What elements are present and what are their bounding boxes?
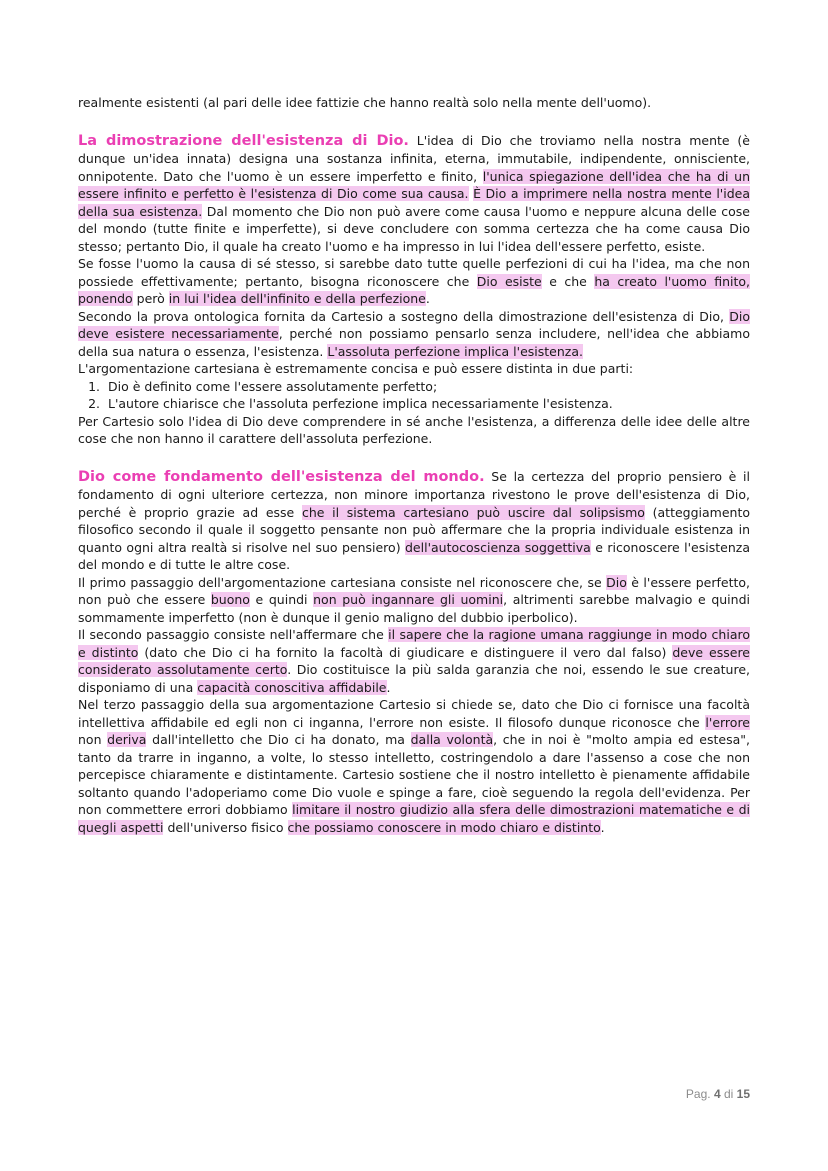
- highlighted-text: il sapere che la ragione umana raggiunge in modo chiaro e distinto: [78, 627, 750, 660]
- section1-paragraph-2: [78, 255, 750, 308]
- highlighted-text: dalla volontà: [410, 732, 494, 747]
- highlighted-text: È Dio a imprimere nella nostra mente l'idea della sua esistenza.: [78, 186, 750, 219]
- highlighted-text: dell'autocoscienza soggettiva: [405, 539, 591, 555]
- text-run: L'idea di Dio che troviamo nella nostra mente (è dunque un'idea innata) designa una sostanza infinita, eterna, immutabile, indipendente, onnisciente, onnipotente. Dato che l'uomo è un essere imperfetto e finito,: [78, 132, 750, 184]
- footer-total-pages: 15: [736, 1087, 750, 1101]
- text-run: e quindi: [249, 592, 314, 607]
- text-run: è l'essere perfetto, non può che essere: [78, 574, 750, 607]
- document-page: [78, 94, 750, 836]
- text-run: e riconoscere l'esistenza del mondo e di tutte le altre cose.: [78, 539, 750, 572]
- section1-paragraph-1: [78, 132, 750, 256]
- text-run: Se la certezza del proprio pensiero è il fondamento di ogni ulteriore certezza, non minore importanza rivestono le prove dell'esistenza di Dio, perché è proprio grazie ad esse: [78, 468, 750, 520]
- section1-title: La dimostrazione dell'esistenza di Dio.: [78, 132, 409, 149]
- section1-p1-runs: [78, 133, 750, 254]
- text-run: Il primo passaggio dell'argomentazione cartesiana consiste nel riconoscere che, se: [78, 574, 607, 590]
- text-run: dell'universo fisico: [163, 819, 288, 835]
- text-run: Il secondo passaggio consiste nell'affermare che: [78, 627, 389, 642]
- list-item: 1. Dio è definito come l'essere assolutamente perfetto;: [104, 378, 750, 396]
- highlighted-text: limitare il nostro giudizio alla sfera delle dimostrazioni matematiche e di quegli aspetti: [78, 802, 750, 835]
- footer-middle: di: [720, 1087, 737, 1101]
- text-run: , perché non possiamo pensarlo senza includere, nell'idea che abbiamo della sua natura o essenza, l'esistenza.: [78, 326, 750, 359]
- highlighted-text: l'unica spiegazione dell'idea che ha di un essere infinito e perfetto è l'esistenza di Dio come sua causa.: [78, 168, 751, 201]
- highlighted-text: in lui l'idea dell'infinito e della perfezione: [168, 291, 426, 306]
- footer-page-number: 4: [713, 1087, 721, 1101]
- text-run: .: [386, 679, 391, 695]
- text-run: . Dio costituisce la più salda garanzia che noi, essendo le sue creature, disponiamo di una: [78, 662, 750, 695]
- text-run: (dato che Dio ci ha fornito la facoltà di giudicare e distinguere il vero dal falso): [138, 644, 673, 660]
- highlighted-text: L'assoluta perfezione implica l'esistenza.: [327, 343, 583, 359]
- section1-paragraph-4: L'argomentazione cartesiana è estremamente concisa e può essere distinta in due parti:: [78, 361, 634, 376]
- highlighted-text: che il sistema cartesiano può uscire dal solipsismo: [301, 504, 645, 520]
- highlighted-text: Dio: [606, 574, 627, 590]
- section2-title: Dio come fondamento dell'esistenza del mondo.: [78, 468, 485, 485]
- highlighted-text: deriva: [107, 732, 147, 747]
- highlighted-text: deve essere considerato assolutamente certo: [78, 644, 750, 677]
- highlighted-text: l'errore: [705, 714, 750, 730]
- text-run: e che: [541, 273, 595, 289]
- section2-paragraph-4: [78, 696, 750, 836]
- page-footer: [686, 1087, 750, 1101]
- intro-paragraph: realmente esistenti (al pari delle idee fattizie che hanno realtà solo nella mente dell'uomo).: [78, 95, 652, 110]
- highlighted-text: non può ingannare gli uomini: [313, 592, 504, 607]
- highlighted-text: ha creato l'uomo finito, ponendo: [78, 273, 751, 306]
- text-run: Nel terzo passaggio della sua argomentazione Cartesio si chiede se, dato che Dio ci fornisce una facoltà intellettiva affidabile ed egli non ci inganna, l'errore non esiste. Il filosofo dunque riconosce che: [78, 697, 750, 730]
- highlighted-text: capacità conoscitiva affidabile: [197, 679, 387, 695]
- text-run: non: [78, 732, 108, 747]
- footer-prefix: Pag.: [685, 1087, 714, 1101]
- list-item: 2. L'autore chiarisce che l'assoluta perfezione implica necessariamente l'esistenza.: [104, 395, 750, 413]
- section1-paragraph-5: Per Cartesio solo l'idea di Dio deve comprendere in sé anche l'esistenza, a differenza delle idee delle altre cose che non hanno il carattere dell'assoluta perfezione.: [78, 413, 750, 446]
- highlighted-text: che possiamo conoscere in modo chiaro e distinto: [287, 819, 601, 835]
- text-run: .: [600, 819, 605, 835]
- text-run: , che in noi è "molto ampia ed estesa", tanto da trarre in inganno, a volte, lo stesso intelletto, costringendolo a dare l'assenso a cose che non percepisce chiaramente e distintamente. Cartesio sostiene che il nostro intelletto è pienamente affidabile soltanto quando l'adoperiamo come Dio vuole e spinge a fare, cioè seguendo la regola dell'evidenza. Per non commettere errori dobbiamo: [78, 732, 750, 817]
- text-run: (atteggiamento filosofico secondo il quale il soggetto pensante non può affermare che la propria individuale esistenza in quanto ogni altra realtà si risolve nel suo pensiero): [78, 504, 751, 555]
- text-run: dall'intelletto che Dio ci ha donato, ma: [146, 732, 411, 747]
- section1-list: [78, 378, 750, 413]
- highlighted-text: buono: [210, 592, 250, 607]
- text-run: Secondo la prova ontologica fornita da Cartesio a sostegno della dimostrazione dell'esistenza di Dio,: [78, 308, 730, 324]
- text-run: Se fosse l'uomo la causa di sé stesso, si sarebbe dato tutte quelle perfezioni di cui ha l'idea, ma che non possiede effettivamente; pertanto, bisogna riconoscere che: [78, 256, 750, 289]
- text-run: .: [425, 291, 430, 306]
- section2-paragraph-2: [78, 574, 750, 627]
- section1-paragraph-3: [78, 308, 750, 361]
- highlighted-text: Dio esiste: [476, 273, 542, 289]
- text-run: , altrimenti sarebbe malvagio e quindi sommamente imperfetto (non è dunque il genio maligno del dubbio iperbolico).: [78, 592, 750, 625]
- section2-paragraph-1: [78, 468, 750, 574]
- highlighted-text: Dio deve esistere necessariamente: [78, 308, 750, 341]
- text-run: però: [132, 291, 169, 306]
- section2-paragraph-3: [78, 626, 750, 696]
- text-run: Dal momento che Dio non può avere come causa l'uomo e neppure alcuna delle cose del mondo (tutte finite e imperfette), si deve concludere con somma certezza che ha come causa Dio stesso; pertanto Dio, il quale ha creato l'uomo e ha impresso in lui l'idea dell'essere perfetto, esiste.: [78, 203, 750, 254]
